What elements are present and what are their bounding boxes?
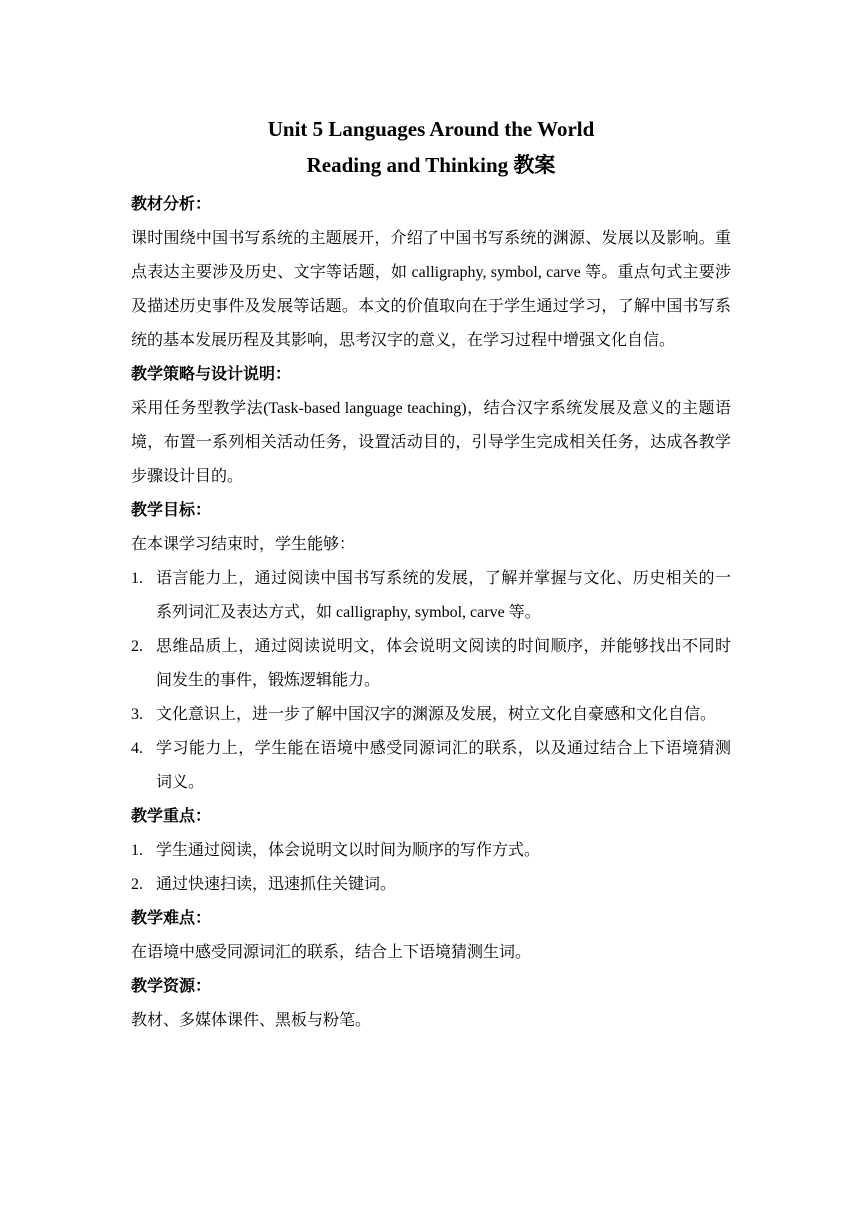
list-item-text: 学习能力上，学生能在语境中感受同源词汇的联系，以及通过结合上下语境猜测词义。 (156, 740, 731, 791)
document-subtitle: Reading and Thinking 教案 (306, 153, 556, 177)
section-text-resources: 教材、多媒体课件、黑板与粉笔。 (131, 1012, 372, 1029)
document-title: Unit 5 Languages Around the World (267, 117, 595, 141)
section-text-textbook-analysis: 课时围绕中国书写系统的主题展开，介绍了中国书写系统的渊源、发展以及影响。重点表达主要涉及历史、文字等话题，如 calligraphy, symbol, carve 等。重点句式主要涉及描述历史事件及发展等话题。本文的价值取向在于学生通过学习，了解中国书写系统的基本发展历程及其影响，思考汉字的意义，在学习过程中增强文化自信。 (131, 230, 731, 349)
list-item-number: 3. (131, 706, 143, 723)
list-item (131, 630, 731, 698)
list-item-text: 学生通过阅读，体会说明文以时间为顺序的写作方式。 (156, 842, 541, 859)
list-item-text: 语言能力上，通过阅读中国书写系统的发展，了解并掌握与文化、历史相关的一系列词汇及表达方式，如 calligraphy, symbol, carve 等。 (156, 570, 731, 621)
section-heading-strategy: 教学策略与设计说明： (131, 366, 292, 383)
list-item (131, 562, 731, 630)
list-item-number: 1. (131, 842, 143, 859)
list-item-number: 4. (131, 740, 143, 757)
list-item-number: 1. (131, 570, 143, 587)
list-item (131, 698, 731, 732)
section-heading-objectives: 教学目标： (131, 502, 212, 519)
list-item-text: 思维品质上，通过阅读说明文，体会说明文阅读的时间顺序，并能够找出不同时间发生的事件，锻炼逻辑能力。 (156, 638, 731, 689)
list-item-text: 通过快速扫读，迅速抓住关键词。 (156, 876, 397, 893)
key-points-list (131, 834, 731, 902)
list-item-number: 2. (131, 876, 143, 893)
section-heading-resources: 教学资源： (131, 978, 212, 995)
section-heading-key-points: 教学重点： (131, 808, 212, 825)
list-item-number: 2. (131, 638, 143, 655)
list-item (131, 732, 731, 800)
document-page (131, 112, 731, 1038)
section-heading-difficulties: 教学难点： (131, 910, 212, 927)
list-item-text: 文化意识上，进一步了解中国汉字的渊源及发展，树立文化自豪感和文化自信。 (156, 706, 717, 723)
section-text-strategy: 采用任务型教学法(Task-based language teaching)，结合汉字系统发展及意义的主题语境，布置一系列相关活动任务，设置活动目的，引导学生完成相关任务，达成各教学步骤设计目的。 (131, 400, 731, 485)
section-text-difficulties: 在语境中感受同源词汇的联系，结合上下语境猜测生词。 (131, 944, 532, 961)
objectives-list (131, 562, 731, 800)
objectives-intro: 在本课学习结束时，学生能够： (131, 536, 356, 553)
list-item (131, 834, 731, 868)
list-item (131, 868, 731, 902)
section-heading-textbook-analysis: 教材分析： (131, 196, 212, 213)
